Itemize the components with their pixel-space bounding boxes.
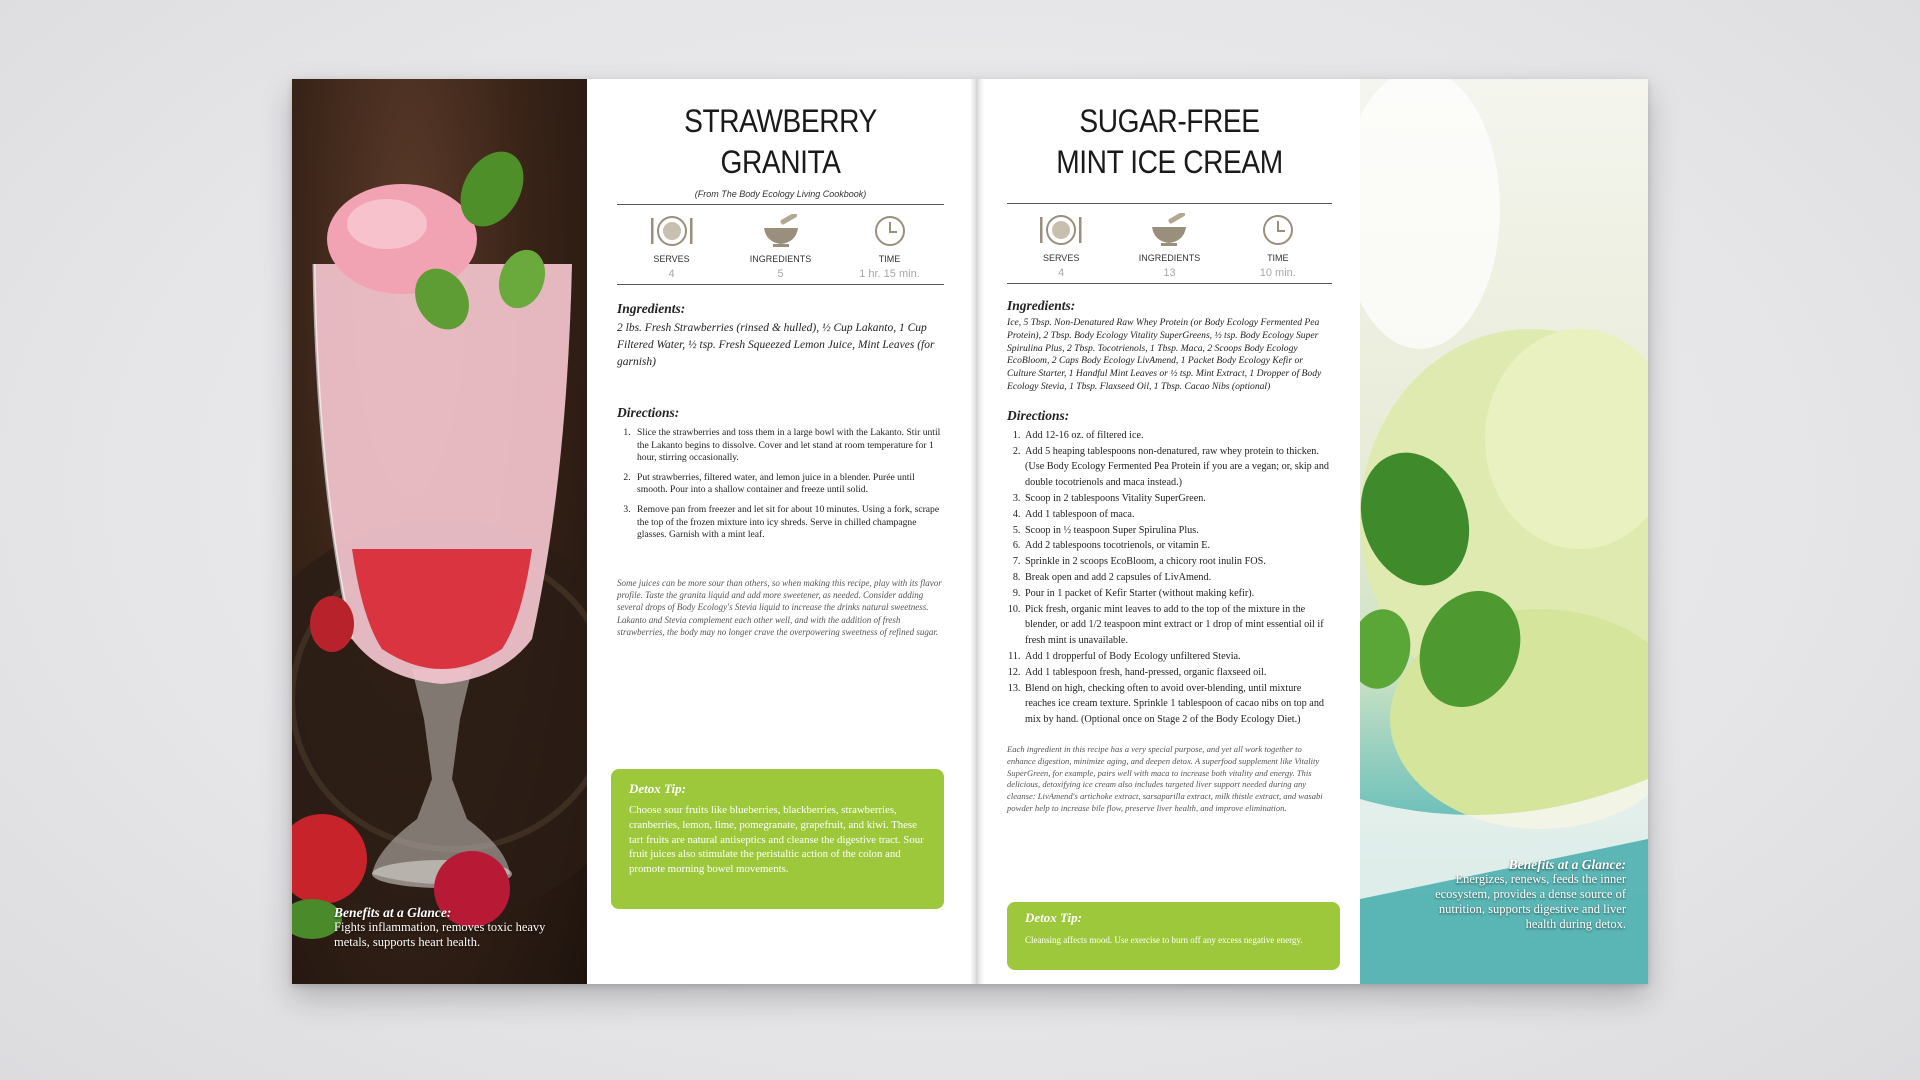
stat-label: TIME: [1267, 253, 1289, 263]
direction-step: 13. Blend on high, checking often to avoid over-blending, until mixture reaches ice cream texture. Sprinkle 1 tablespoon of cacao nibs on top and mix by hand. (Optional once on Stage 2 of the Body Ecology Diet.): [1023, 681, 1332, 728]
benefits-left-title: Benefits at a Glance:: [334, 905, 452, 920]
title-line-1: SUGAR-FREE: [1079, 103, 1260, 139]
direction-step: 9. Pour in 1 packet of Kefir Starter (without making kefir).: [1023, 586, 1332, 602]
direction-step: 8. Break open and add 2 capsules of LivAmend.: [1023, 570, 1332, 586]
stat-label: TIME: [878, 254, 901, 264]
detox-tip-right: [1007, 902, 1340, 970]
stat-ingredients: [736, 214, 826, 280]
recipe-note: Each ingredient in this recipe has a very special purpose, and yet all work together to enhance digestion, minimize aging, and deepen detox. A superfood supplement like Vitality SuperGreen, for example, pairs well with maca to increase both vitality and energy. This delicious, detoxifying ice cream also includes targeted liver support needed during any cleanse: LivAmend's artichoke extract, sarsaparilla extract, milk thistle extract, and wasabi powder help to increase bile flow, preserve liver health, and improve elimination.: [1007, 743, 1323, 813]
benefits-left: [334, 905, 574, 950]
stat-serves: [1016, 213, 1106, 279]
mint-ice-cream-recipe: [977, 79, 1360, 984]
detox-tip-title: Detox Tip:: [629, 781, 686, 796]
benefits-right-title: Benefits at a Glance:: [1508, 857, 1626, 872]
benefits-left-text: Fights inflammation, removes toxic heavy metals, supports heart health.: [334, 920, 546, 949]
plate-icon: [627, 214, 717, 248]
direction-step: 3. Scoop in 2 tablespoons Vitality SuperGreen.: [1023, 491, 1332, 507]
recipe-stats-left: [617, 204, 944, 285]
direction-step: 2. Add 5 heaping tablespoons non-denatured, raw whey protein to thicken. (Use Body Ecology Fermented Pea Protein if you are a vegan; or, skip and double tocotrienols and maca instead.): [1023, 444, 1332, 491]
magazine-spread: [292, 79, 1648, 984]
left-page: [292, 79, 977, 984]
direction-step: 10. Pick fresh, organic mint leaves to add to the top of the mixture in the blender, or add 1/2 teaspoon mint extract or 1 drop of mint essential oil if fresh mint is unavailable.: [1023, 602, 1332, 649]
stat-label: INGREDIENTS: [1138, 253, 1201, 263]
recipe-stats-right: [1007, 203, 1332, 284]
direction-step: 1. Add 12-16 oz. of filtered ice.: [1023, 428, 1332, 444]
directions-heading: Directions:: [617, 405, 680, 420]
mortar-icon: [1124, 213, 1214, 247]
detox-tip-left: [611, 769, 944, 909]
direction-step: 1. Slice the strawberries and toss them in a large bowl with the Lakanto. Stir until the Lakanto begins to dissolve. Cover and let stand at room temperature for 1 hour, stirring occasionally.: [633, 427, 944, 465]
right-page: [977, 79, 1648, 984]
directions-list: [1007, 428, 1332, 728]
recipe-source: (From The Body Ecology Living Cookbook): [694, 189, 867, 199]
stat-value: 10 min.: [1259, 267, 1296, 279]
title-line-2: MINT ICE CREAM: [1056, 144, 1283, 180]
stat-label: SERVES: [653, 254, 690, 264]
stat-time: [845, 214, 935, 280]
title-line-2: GRANITA: [720, 144, 841, 180]
stat-label: SERVES: [1042, 253, 1080, 263]
clock-icon: [845, 214, 935, 248]
ice-cream-illustration: [1360, 79, 1648, 984]
benefits-right-text: Energizes, renews, feeds the inner ecosystem, provides a dense source of nutrition, supports digestive and liver health during detox.: [1435, 872, 1626, 931]
stat-value: 1 hr. 15 min.: [859, 268, 920, 280]
plate-icon: [1016, 213, 1106, 247]
stat-value: 5: [777, 268, 784, 280]
direction-step: 4. Add 1 tablespoon of maca.: [1023, 507, 1332, 523]
stat-time: [1233, 213, 1323, 279]
stat-serves: [627, 214, 717, 280]
direction-step: 11. Add 1 dropperful of Body Ecology unfiltered Stevia.: [1023, 649, 1332, 665]
strawberry-granita-photo: [292, 79, 587, 984]
recipe-title-left: [637, 101, 925, 183]
ingredients-heading: Ingredients:: [1007, 298, 1076, 313]
stat-value: 4: [1058, 267, 1065, 279]
strawberry-granita-recipe: [587, 79, 977, 984]
stat-label: INGREDIENTS: [749, 254, 812, 264]
detox-tip-title: Detox Tip:: [1025, 910, 1082, 925]
detox-tip-body: Cleansing affects mood. Use exercise to burn off any excess negative energy.: [1025, 935, 1303, 945]
direction-step: 2. Put strawberries, filtered water, and lemon juice in a blender. Purée until smooth. Pour into a shallow container and freeze until solid.: [633, 472, 944, 497]
direction-step: 7. Sprinkle in 2 scoops EcoBloom, a chicory root inulin FOS.: [1023, 554, 1332, 570]
stat-ingredients: [1124, 213, 1214, 279]
granita-illustration: [292, 79, 587, 984]
stat-value: 4: [668, 268, 675, 280]
recipe-title-right: [1027, 101, 1313, 183]
title-line-1: STRAWBERRY: [684, 103, 877, 139]
ingredients-text: Ice, 5 Tbsp. Non-Denatured Raw Whey Protein (or Body Ecology Fermented Pea Protein), 2 Tbsp. Body Ecology Vitality SuperGreens, ½ tsp. Body Ecology Super Spirulina Plus, 2 Tbsp. Tocotrienols, 1 Tbsp. Maca, 2 Scoops Body Ecology EcoBloom, 2 Caps Body Ecology LivAmend, 1 Packet Body Ecology Kefir or Culture Starter, 1 Handful Mint Leaves or ½ tsp. Mint Extract, 1 Dropper of Body Ecology Stevia, 1 Tbsp. Flaxseed Oil, 1 Tbsp. Cacao Nibs (optional): [1007, 317, 1322, 392]
benefits-right: [1426, 857, 1626, 932]
direction-step: 12. Add 1 tablespoon fresh, hand-pressed, organic flaxseed oil.: [1023, 665, 1332, 681]
book-spine-shadow: [970, 79, 984, 984]
directions-heading: Directions:: [1007, 407, 1070, 423]
directions-list: [617, 427, 944, 542]
mint-ice-cream-photo: [1360, 79, 1648, 984]
mortar-icon: [736, 214, 826, 248]
clock-icon: [1233, 213, 1323, 247]
direction-step: 3. Remove pan from freezer and let sit for about 10 minutes. Using a fork, scrape the top of the frozen mixture into icy shreds. Serve in chilled champagne glasses. Garnish with a mint leaf.: [633, 504, 944, 542]
ingredients-heading: Ingredients:: [617, 301, 686, 316]
detox-tip-body: Choose sour fruits like blueberries, blackberries, strawberries, cranberries, lemon, lime, pomegranate, grapefruit, and kiwi. These tart fruits are natural antiseptics and cleanse the digestive tract. Sour fruit juices also stimulate the peristaltic action of the colon and promote morning bowel movements.: [629, 804, 924, 876]
recipe-note: Some juices can be more sour than others, so when making this recipe, play with its flavor profile. Taste the granita liquid and add more sweetener, as needed. Consider adding several drops of Body Ecology's Stevia liquid to increase the drinks natural sweetness. Lakanto and Stevia complement each other well, and with the addition of fresh strawberries, the body may no longer crave the overpowering sweetness of refined sugar.: [617, 577, 942, 637]
direction-step: 6. Add 2 tablespoons tocotrienols, or vitamin E.: [1023, 538, 1332, 554]
direction-step: 5. Scoop in ½ teaspoon Super Spirulina Plus.: [1023, 523, 1332, 539]
stat-value: 13: [1163, 267, 1176, 279]
ingredients-text: 2 lbs. Fresh Strawberries (rinsed & hulled), ½ Cup Lakanto, 1 Cup Filtered Water, ½ tsp. Fresh Squeezed Lemon Juice, Mint Leaves (for garnish): [617, 322, 935, 368]
